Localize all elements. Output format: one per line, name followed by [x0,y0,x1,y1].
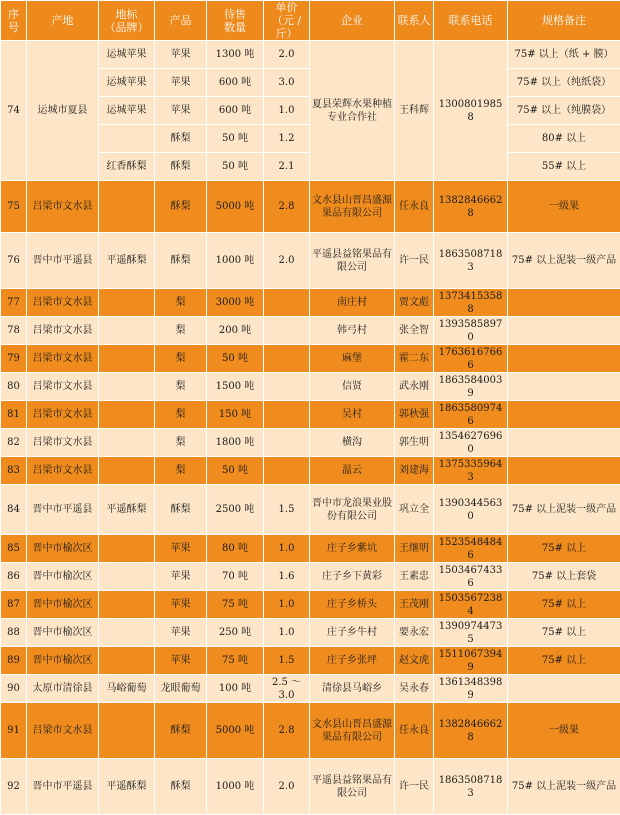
cell-price [264,373,310,401]
cell-phone: 13909744735 [434,619,508,647]
cell-company: 吴村 [310,401,395,429]
cell-product: 苹果 [155,69,207,97]
cell-brand [99,563,155,591]
cell-seq: 79 [1,345,27,373]
table-row [1,591,620,619]
cell-company: 平遥县益铭果品有限公司 [310,233,395,289]
cell-brand [99,429,155,457]
cell-seq: 83 [1,457,27,485]
cell-qty: 100 吨 [207,675,264,703]
cell-phone: 13753359643 [434,457,508,485]
cell-product: 苹果 [155,535,207,563]
cell-qty: 5000 吨 [207,181,264,233]
table-row [1,703,620,759]
cell-price: 2.1 [264,153,310,181]
cell-company: 平遥县益铭果品有限公司 [310,759,395,815]
cell-spec: 75# 以上泥装一级产品 [508,759,620,815]
cell-contact: 赵文虎 [395,647,434,675]
table-body [1,181,620,815]
cell-product: 梨 [155,317,207,345]
cell-product: 酥梨 [155,233,207,289]
cell-qty: 200 吨 [207,317,264,345]
cell-contact: 任永良 [395,181,434,233]
cell-origin: 吕梁市文水县 [27,401,99,429]
cell-product: 酥梨 [155,153,207,181]
cell-phone: 18635840039 [434,373,508,401]
cell-brand: 运城苹果 [99,41,155,69]
cell-spec: 75# 以上（纯纸袋） [508,69,620,97]
cell-seq: 78 [1,317,27,345]
cell-spec: 75# 以上 [508,535,620,563]
table-row [1,345,620,373]
cell-contact: 许一民 [395,759,434,815]
cell-origin: 运城市夏县 [27,41,99,181]
cell-company: 晋中市龙浪果业股份有限公司 [310,485,395,535]
cell-phone: 13935858970 [434,317,508,345]
table-row [1,289,620,317]
header-brand: 地标 （品牌） [99,1,155,41]
table-row [1,429,620,457]
cell-brand [99,317,155,345]
cell-price: 1.0 [264,97,310,125]
header-origin: 产地 [27,1,99,41]
cell-brand [99,345,155,373]
table-row [1,181,620,233]
cell-qty: 600 吨 [207,69,264,97]
cell-product: 梨 [155,457,207,485]
cell-price: 1.0 [264,619,310,647]
cell-qty: 50 吨 [207,457,264,485]
cell-origin: 晋中市榆次区 [27,535,99,563]
header-row [1,1,620,41]
cell-price: 1.0 [264,591,310,619]
cell-spec [508,675,620,703]
cell-origin: 晋中市平遥县 [27,485,99,535]
cell-origin: 吕梁市文水县 [27,457,99,485]
header-phone: 联系电话 [434,1,508,41]
cell-brand [99,535,155,563]
cell-product: 梨 [155,289,207,317]
cell-company: 文水县山晋昌盛源果品有限公司 [310,181,395,233]
cell-product: 酥梨 [155,485,207,535]
table-row [1,41,620,69]
header-contact: 联系人 [395,1,434,41]
cell-product: 酥梨 [155,703,207,759]
cell-origin: 晋中市平遥县 [27,759,99,815]
cell-spec [508,429,620,457]
cell-origin: 吕梁市文水县 [27,373,99,401]
table-row [1,675,620,703]
table-row [1,563,620,591]
cell-company: 庄子乡桥头 [310,591,395,619]
cell-origin: 晋中市榆次区 [27,619,99,647]
cell-seq: 76 [1,233,27,289]
cell-company: 信贤 [310,373,395,401]
header-spec: 规格备注 [508,1,620,41]
cell-seq: 80 [1,373,27,401]
cell-spec [508,373,620,401]
cell-qty: 75 吨 [207,647,264,675]
cell-price [264,401,310,429]
cell-brand: 红香酥梨 [99,153,155,181]
cell-price [264,289,310,317]
cell-brand [99,401,155,429]
cell-qty: 50 吨 [207,153,264,181]
cell-phone: 15110673949 [434,647,508,675]
cell-spec [508,401,620,429]
cell-product: 苹果 [155,619,207,647]
cell-qty: 1300 吨 [207,41,264,69]
cell-price: 1.5 [264,647,310,675]
cell-origin: 晋中市平遥县 [27,233,99,289]
cell-origin: 晋中市榆次区 [27,563,99,591]
cell-seq: 74 [1,41,27,181]
cell-product: 苹果 [155,563,207,591]
cell-product: 梨 [155,345,207,373]
cell-price: 2.0 [264,233,310,289]
cell-company: 庄子乡牛村 [310,619,395,647]
cell-phone: 13613483989 [434,675,508,703]
cell-spec: 75# 以上泥装一级产品 [508,485,620,535]
cell-origin: 晋中市榆次区 [27,647,99,675]
cell-contact: 吴永春 [395,675,434,703]
cell-contact: 刘建海 [395,457,434,485]
cell-origin: 吕梁市文水县 [27,181,99,233]
cell-phone: 13828466628 [434,181,508,233]
cell-brand [99,125,155,153]
cell-product: 梨 [155,401,207,429]
cell-price: 1.2 [264,125,310,153]
cell-product: 龙眼葡萄 [155,675,207,703]
cell-contact: 要永宏 [395,619,434,647]
cell-contact: 张全智 [395,317,434,345]
cell-price [264,429,310,457]
cell-company: 麻堡 [310,345,395,373]
cell-company: 庄子乡紫坑 [310,535,395,563]
cell-spec: 75# 以上泥装一级产品 [508,233,620,289]
cell-qty: 80 吨 [207,535,264,563]
cell-brand: 平遥酥梨 [99,233,155,289]
cell-brand [99,591,155,619]
cell-brand [99,289,155,317]
cell-phone: 15034674336 [434,563,508,591]
cell-phone: 15035672384 [434,591,508,619]
cell-contact: 郭秋强 [395,401,434,429]
cell-origin: 吕梁市文水县 [27,429,99,457]
cell-qty: 600 吨 [207,97,264,125]
cell-seq: 86 [1,563,27,591]
cell-spec: 75# 以上套袋 [508,563,620,591]
cell-company: 清徐县马峪乡 [310,675,395,703]
cell-contact: 贾文彪 [395,289,434,317]
cell-contact: 王茂刚 [395,591,434,619]
cell-seq: 84 [1,485,27,535]
header-qty: 待售 数量 [207,1,264,41]
cell-qty: 2500 吨 [207,485,264,535]
cell-qty: 150 吨 [207,401,264,429]
cell-qty: 75 吨 [207,591,264,619]
cell-product: 苹果 [155,591,207,619]
header-seq: 序号 [1,1,27,41]
cell-spec [508,345,620,373]
table-row [1,647,620,675]
cell-contact: 霍二东 [395,345,434,373]
cell-price: 2.0 [264,759,310,815]
cell-product: 梨 [155,373,207,401]
table-row [1,485,620,535]
header-product: 产品 [155,1,207,41]
cell-seq: 75 [1,181,27,233]
cell-company: 南庄村 [310,289,395,317]
cell-qty: 3000 吨 [207,289,264,317]
cell-phone: 17636167666 [434,345,508,373]
cell-company: 庄子乡张坪 [310,647,395,675]
cell-seq: 87 [1,591,27,619]
cell-brand: 马峪葡萄 [99,675,155,703]
cell-company: 温云 [310,457,395,485]
table-row [1,759,620,815]
cell-brand: 平遥酥梨 [99,759,155,815]
cell-seq: 89 [1,647,27,675]
cell-brand: 平遥酥梨 [99,485,155,535]
cell-price: 2.8 [264,181,310,233]
cell-price: 1.5 [264,485,310,535]
cell-seq: 85 [1,535,27,563]
cell-origin: 吕梁市文水县 [27,345,99,373]
cell-spec: 80# 以上 [508,125,620,153]
cell-price: 1.0 [264,535,310,563]
cell-spec: 75# 以上（纸 + 膜） [508,41,620,69]
table-row [1,401,620,429]
cell-brand [99,457,155,485]
cell-price: 2.5 ～ 3.0 [264,675,310,703]
cell-seq: 88 [1,619,27,647]
cell-spec: 75# 以上 [508,619,620,647]
cell-phone: 13903445630 [434,485,508,535]
cell-company: 夏县荣辉水果种植专业合作社 [310,41,395,181]
cell-phone: 18635087183 [434,759,508,815]
cell-product: 苹果 [155,41,207,69]
cell-product: 梨 [155,429,207,457]
table-row [1,619,620,647]
cell-brand [99,181,155,233]
cell-brand: 运城苹果 [99,69,155,97]
cell-brand [99,373,155,401]
cell-qty: 1800 吨 [207,429,264,457]
cell-seq: 82 [1,429,27,457]
cell-brand: 运城苹果 [99,97,155,125]
cell-qty: 5000 吨 [207,703,264,759]
cell-contact: 郭生明 [395,429,434,457]
cell-product: 酥梨 [155,181,207,233]
cell-spec [508,289,620,317]
cell-price [264,345,310,373]
cell-qty: 50 吨 [207,345,264,373]
cell-price: 2.8 [264,703,310,759]
cell-seq: 77 [1,289,27,317]
header-company: 企业 [310,1,395,41]
cell-contact: 王素忠 [395,563,434,591]
cell-brand [99,619,155,647]
cell-phone: 13734153588 [434,289,508,317]
cell-spec: 一级果 [508,181,620,233]
table-row [1,457,620,485]
cell-price [264,317,310,345]
cell-product: 苹果 [155,97,207,125]
cell-price: 3.0 [264,69,310,97]
cell-company: 韩弓村 [310,317,395,345]
cell-seq: 90 [1,675,27,703]
cell-contact: 巩立全 [395,485,434,535]
cell-company: 文水县山晋昌盛源果品有限公司 [310,703,395,759]
cell-brand [99,703,155,759]
cell-price [264,457,310,485]
cell-contact: 任永良 [395,703,434,759]
table-row [1,535,620,563]
table-row [1,317,620,345]
cell-price: 1.6 [264,563,310,591]
cell-phone: 18635809746 [434,401,508,429]
cell-qty: 70 吨 [207,563,264,591]
cell-company: 庄子乡下黄彩 [310,563,395,591]
cell-phone: 13828466628 [434,703,508,759]
cell-qty: 250 吨 [207,619,264,647]
cell-qty: 50 吨 [207,125,264,153]
cell-seq: 92 [1,759,27,815]
cell-origin: 吕梁市文水县 [27,317,99,345]
cell-contact: 王科辉 [395,41,434,181]
cell-spec [508,317,620,345]
cell-origin: 吕梁市文水县 [27,289,99,317]
cell-phone: 15235484846 [434,535,508,563]
cell-qty: 1000 吨 [207,233,264,289]
table-row [1,373,620,401]
cell-origin: 太原市清徐县 [27,675,99,703]
cell-phone: 13546276960 [434,429,508,457]
cell-seq: 91 [1,703,27,759]
cell-origin: 晋中市榆次区 [27,591,99,619]
cell-product: 苹果 [155,647,207,675]
cell-phone: 18635087183 [434,233,508,289]
cell-brand [99,647,155,675]
cell-company: 横沟 [310,429,395,457]
cell-spec: 55# 以上 [508,153,620,181]
cell-spec: 75# 以上 [508,647,620,675]
cell-qty: 1500 吨 [207,373,264,401]
cell-seq: 81 [1,401,27,429]
cell-origin: 吕梁市文水县 [27,703,99,759]
cell-spec: 75# 以上（纯膜袋） [508,97,620,125]
cell-contact: 武永刚 [395,373,434,401]
cell-spec: 一级果 [508,703,620,759]
table-row [1,233,620,289]
cell-phone: 13008019858 [434,41,508,181]
cell-contact: 许一民 [395,233,434,289]
cell-contact: 王继明 [395,535,434,563]
header-price: 单价 （元 / 斤） [264,1,310,41]
cell-spec [508,457,620,485]
cell-qty: 1000 吨 [207,759,264,815]
cell-product: 酥梨 [155,125,207,153]
cell-price: 2.0 [264,41,310,69]
cell-spec: 75# 以上 [508,591,620,619]
cell-product: 酥梨 [155,759,207,815]
